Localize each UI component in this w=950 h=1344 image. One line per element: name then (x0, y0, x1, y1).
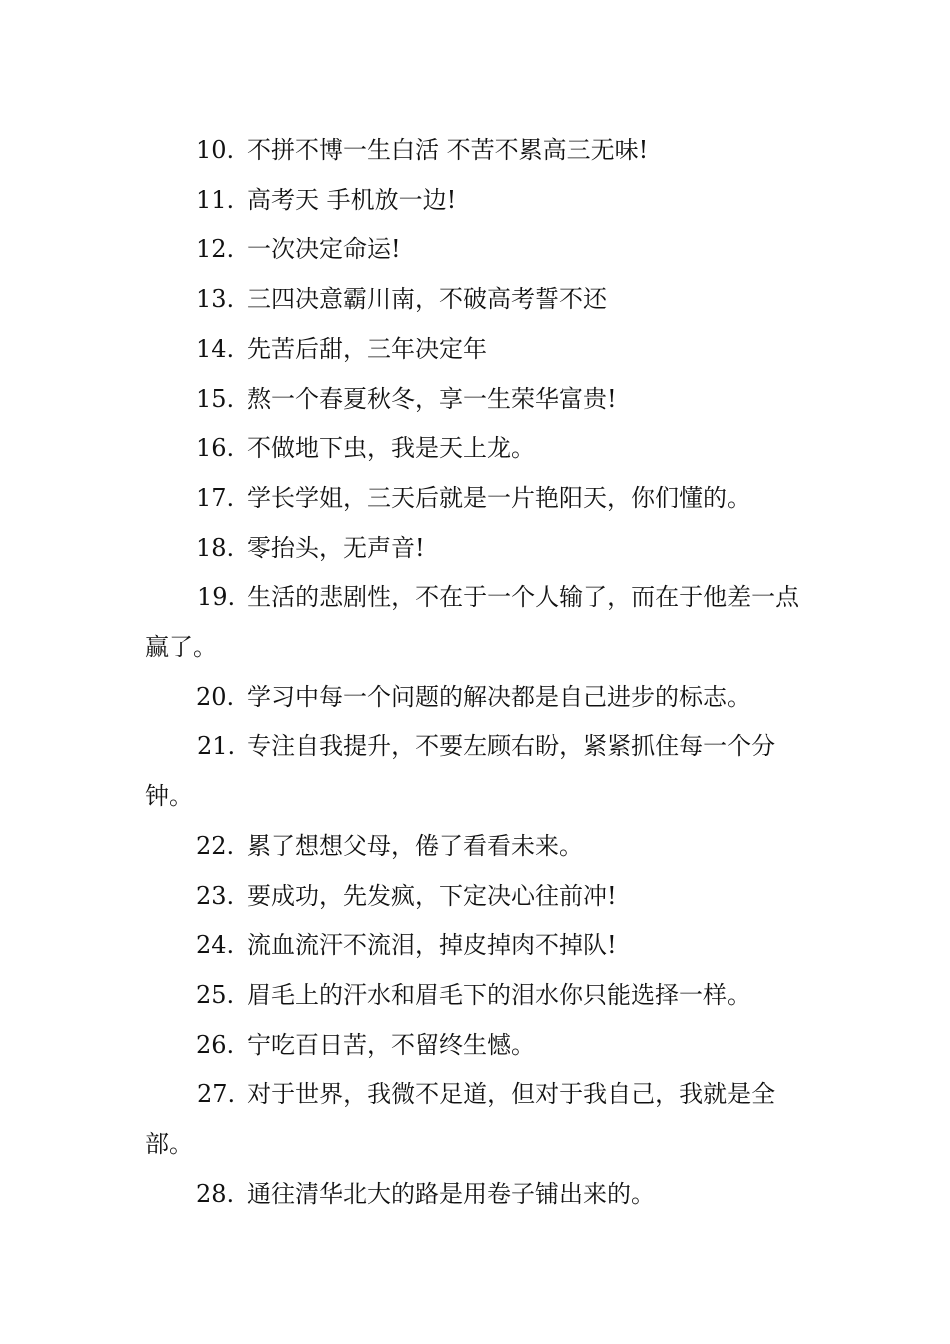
list-item (145, 872, 810, 922)
list-item (145, 971, 810, 1021)
list-item (145, 573, 810, 672)
item-number: 10. (196, 136, 235, 164)
item-number: 15. (196, 384, 235, 413)
list-item (145, 474, 810, 524)
item-number: 27. (197, 1080, 236, 1109)
slogan-list (145, 126, 810, 1219)
list-item (145, 1070, 810, 1169)
list-item (145, 126, 810, 176)
list-item (145, 1170, 810, 1220)
list-item (145, 673, 810, 723)
item-number: 25. (196, 980, 235, 1009)
item-number: 12. (196, 235, 235, 264)
item-text: 累了想想父母，倦了看看未来。 (247, 831, 583, 860)
item-text: 不做地下虫，我是天上龙。 (247, 434, 535, 463)
item-text: 三四决意霸川南，不破高考誓不还 (247, 285, 607, 314)
item-text: 通往清华北大的路是用卷子铺出来的。 (247, 1179, 655, 1208)
item-number: 11. (196, 185, 235, 214)
list-item (145, 275, 810, 325)
item-text: 熬一个春夏秋冬，享一生荣华富贵! (247, 384, 617, 413)
item-text: 流血流汗不流泪，掉皮掉肉不掉队! (247, 931, 617, 960)
list-item (145, 424, 810, 474)
item-number: 14. (196, 334, 235, 363)
item-text: 宁吃百日苦，不留终生憾。 (247, 1030, 535, 1059)
list-item (145, 225, 810, 275)
item-number: 20. (196, 682, 235, 711)
item-text: 零抬头，无声音! (247, 533, 425, 562)
item-text: 生活的悲剧性，不在于一个人输了，而在于他差一点赢了。 (145, 583, 800, 662)
item-number: 19. (197, 583, 236, 612)
item-number: 16. (196, 434, 235, 463)
item-number: 23. (196, 881, 235, 910)
item-text: 学习中每一个问题的解决都是自己进步的标志。 (247, 682, 751, 711)
item-text: 要成功，先发疯，下定决心往前冲! (247, 881, 617, 910)
item-text: 一次决定命运! (247, 235, 401, 264)
list-item (145, 176, 810, 226)
item-text: 不拼不博一生白活 不苦不累高三无味! (247, 136, 649, 164)
item-number: 13. (196, 285, 235, 314)
item-number: 21. (197, 732, 236, 761)
item-text: 眉毛上的汗水和眉毛下的泪水你只能选择一样。 (247, 980, 751, 1009)
item-text: 对于世界，我微不足道，但对于我自己，我就是全部。 (145, 1080, 776, 1159)
item-number: 22. (196, 831, 235, 860)
item-text: 学长学姐，三天后就是一片艳阳天，你们懂的。 (247, 483, 751, 512)
item-number: 26. (196, 1030, 235, 1059)
item-text: 专注自我提升，不要左顾右盼，紧紧抓住每一个分钟。 (145, 732, 776, 811)
item-number: 24. (196, 931, 235, 960)
list-item (145, 375, 810, 425)
item-text: 高考天 手机放一边! (247, 185, 457, 214)
item-text: 先苦后甜，三年决定年 (247, 334, 487, 363)
list-item (145, 524, 810, 574)
item-number: 18. (196, 533, 235, 562)
list-item (145, 921, 810, 971)
list-item (145, 822, 810, 872)
item-number: 28. (196, 1179, 235, 1208)
list-item (145, 722, 810, 821)
list-item (145, 325, 810, 375)
item-number: 17. (196, 483, 235, 512)
list-item (145, 1021, 810, 1071)
